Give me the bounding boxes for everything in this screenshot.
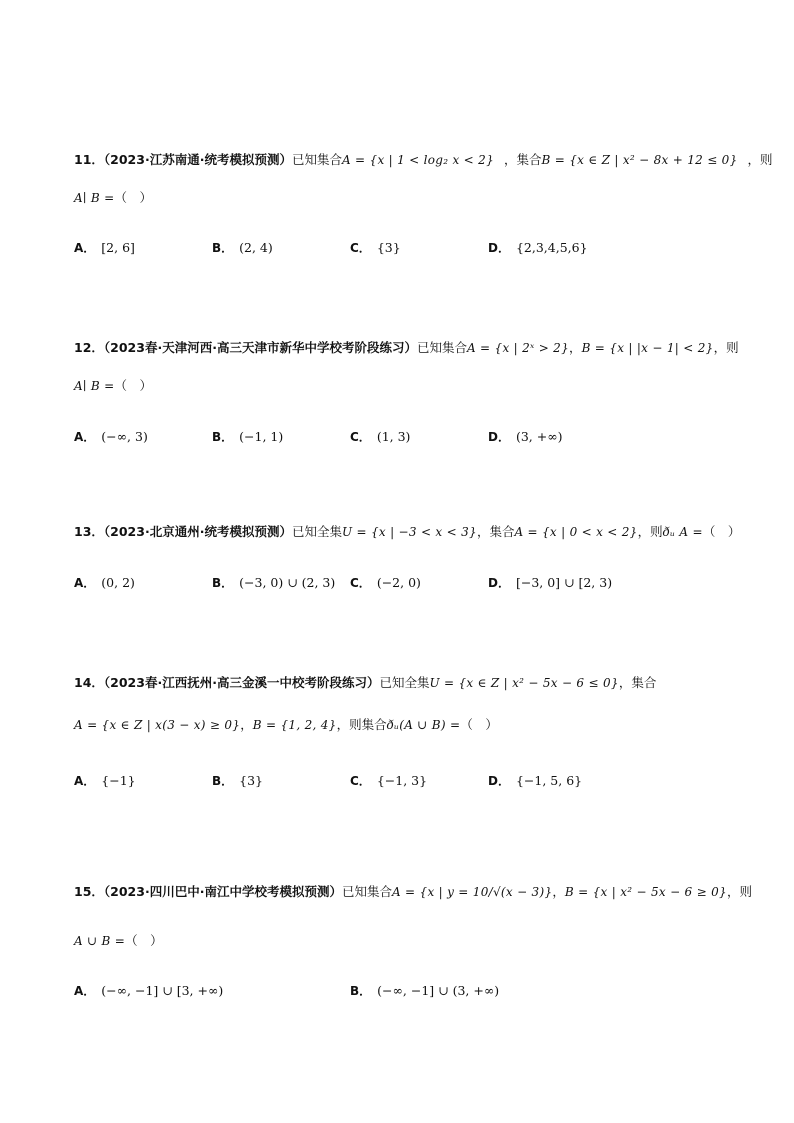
option-value: (3, +∞) bbox=[515, 429, 563, 444]
option-label: C． bbox=[350, 241, 371, 255]
stem-text: ，则 bbox=[713, 340, 739, 355]
option-d[interactable] bbox=[488, 770, 582, 792]
option-row bbox=[74, 980, 724, 1002]
option-label: B． bbox=[212, 241, 234, 255]
option-value: {−1} bbox=[101, 773, 136, 788]
set-b-expression: B = {1, 2, 4} bbox=[252, 718, 337, 732]
option-value: [−3, 0] ∪ [2, 3) bbox=[515, 575, 613, 590]
option-label: A． bbox=[74, 576, 96, 590]
option-value: (−∞, 3) bbox=[101, 429, 148, 444]
question-continuation bbox=[74, 715, 498, 735]
option-value: {−1, 5, 6} bbox=[515, 773, 583, 788]
question-number: 11． bbox=[74, 152, 104, 167]
stem-text: 已知集合 bbox=[341, 884, 392, 899]
set-a-expression: A = {x | y = 10/√(x − 3)} bbox=[391, 885, 553, 899]
option-c[interactable] bbox=[350, 237, 401, 259]
option-label: C． bbox=[350, 576, 371, 590]
answer-blank: （ ） bbox=[125, 933, 163, 948]
option-a[interactable] bbox=[74, 980, 223, 1002]
option-d[interactable] bbox=[488, 426, 563, 448]
set-a-expression: A = {x | 2ˣ > 2} bbox=[466, 341, 570, 355]
option-label: A． bbox=[74, 984, 96, 998]
option-label: B． bbox=[212, 774, 234, 788]
question-number: 12． bbox=[74, 340, 104, 355]
question-number: 15． bbox=[74, 884, 104, 899]
option-label: D． bbox=[488, 241, 510, 255]
stem-text: ， bbox=[552, 884, 565, 899]
stem-text: 已知全集 bbox=[379, 675, 430, 690]
option-c[interactable] bbox=[350, 426, 410, 448]
option-b[interactable] bbox=[212, 572, 335, 594]
question-source: （2023春·江西抚州·高三金溪一中校考阶段练习） bbox=[103, 675, 380, 690]
option-b[interactable] bbox=[212, 237, 273, 259]
option-b[interactable] bbox=[350, 980, 499, 1002]
option-value: {2,3,4,5,6} bbox=[515, 240, 588, 255]
option-label: C． bbox=[350, 774, 371, 788]
question-stem bbox=[74, 150, 773, 170]
option-label: D． bbox=[488, 576, 510, 590]
option-a[interactable] bbox=[74, 770, 136, 792]
stem-text: ，集合 bbox=[476, 524, 515, 539]
set-u-expression: U = {x ∈ Z | x² − 5x − 6 ≤ 0} bbox=[429, 676, 619, 690]
option-row bbox=[74, 237, 724, 259]
option-row bbox=[74, 426, 724, 448]
option-label: C． bbox=[350, 430, 371, 444]
option-value: {−1, 3} bbox=[376, 773, 428, 788]
option-d[interactable] bbox=[488, 572, 612, 594]
option-label: A． bbox=[74, 774, 96, 788]
question-stem bbox=[74, 882, 752, 902]
intersection-expression: A∣ B = bbox=[74, 379, 115, 393]
option-d[interactable] bbox=[488, 237, 588, 259]
set-b-expression: B = {x | x² − 5x − 6 ≥ 0} bbox=[564, 885, 727, 899]
question-number: 13． bbox=[74, 524, 104, 539]
stem-text: ，则 bbox=[637, 524, 663, 539]
option-b[interactable] bbox=[212, 770, 263, 792]
union-expression: A ∪ B = bbox=[74, 934, 126, 948]
question-continuation bbox=[74, 376, 152, 396]
stem-text: ，集合 bbox=[618, 675, 657, 690]
set-a-expression: A = {x ∈ Z | x(3 − x) ≥ 0} bbox=[74, 718, 241, 732]
set-u-expression: U = {x | −3 < x < 3} bbox=[341, 525, 477, 539]
stem-text: 已知集合 bbox=[291, 152, 342, 167]
option-value: (−3, 0) ∪ (2, 3) bbox=[239, 575, 336, 590]
option-a[interactable] bbox=[74, 237, 135, 259]
question-number: 14． bbox=[74, 675, 104, 690]
question-source: （2023·江苏南通·统考模拟预测） bbox=[103, 152, 292, 167]
option-value: (0, 2) bbox=[101, 575, 135, 590]
option-value: (−1, 1) bbox=[239, 429, 284, 444]
option-value: {3} bbox=[376, 240, 401, 255]
option-label: D． bbox=[488, 430, 510, 444]
question-stem bbox=[74, 522, 740, 542]
option-label: B． bbox=[212, 430, 234, 444]
complement-expression: ðᵤ A = bbox=[662, 525, 703, 539]
stem-text: 已知全集 bbox=[291, 524, 342, 539]
stem-text: ， bbox=[240, 717, 253, 732]
option-label: A． bbox=[74, 241, 96, 255]
set-b-expression: B = {x | |x − 1| < 2} bbox=[581, 341, 714, 355]
option-b[interactable] bbox=[212, 426, 283, 448]
question-continuation bbox=[74, 931, 163, 951]
set-b-expression: B = {x ∈ Z | x² − 8x + 12 ≤ 0} bbox=[541, 153, 738, 167]
stem-text: ，则 bbox=[726, 884, 752, 899]
intersection-expression: A∣ B = bbox=[74, 191, 115, 205]
question-stem bbox=[74, 338, 739, 358]
option-row bbox=[74, 572, 724, 594]
question-source: （2023春·天津河西·高三天津市新华中学校考阶段练习） bbox=[103, 340, 417, 355]
option-c[interactable] bbox=[350, 770, 427, 792]
question-stem bbox=[74, 673, 656, 693]
option-value: (−∞, −1] ∪ [3, +∞) bbox=[101, 983, 224, 998]
stem-text: ，则 bbox=[747, 152, 773, 167]
option-label: B． bbox=[350, 984, 372, 998]
option-value: (−2, 0) bbox=[376, 575, 421, 590]
option-value: (−∞, −1] ∪ (3, +∞) bbox=[377, 983, 500, 998]
question-source: （2023·四川巴中·南江中学校考模拟预测） bbox=[103, 884, 342, 899]
option-row bbox=[74, 770, 724, 792]
option-label: D． bbox=[488, 774, 510, 788]
option-a[interactable] bbox=[74, 426, 148, 448]
answer-blank: （ ） bbox=[114, 190, 152, 205]
option-label: A． bbox=[74, 430, 96, 444]
option-label: B． bbox=[212, 576, 234, 590]
question-source: （2023·北京通州·统考模拟预测） bbox=[103, 524, 292, 539]
option-value: (1, 3) bbox=[376, 429, 411, 444]
option-value: (2, 4) bbox=[239, 240, 273, 255]
stem-text: ， bbox=[569, 340, 582, 355]
answer-blank: （ ） bbox=[114, 378, 152, 393]
set-a-expression: A = {x | 0 < x < 2} bbox=[514, 525, 638, 539]
answer-blank: （ ） bbox=[460, 717, 498, 732]
option-value: {3} bbox=[239, 773, 264, 788]
option-c[interactable] bbox=[350, 572, 421, 594]
option-a[interactable] bbox=[74, 572, 135, 594]
set-a-expression: A = {x | 1 < log₂ x < 2} bbox=[341, 153, 495, 167]
stem-text: ，则集合 bbox=[336, 717, 387, 732]
question-continuation bbox=[74, 188, 152, 208]
stem-text: 已知集合 bbox=[416, 340, 467, 355]
complement-expression: ðᵤ(A ∪ B) = bbox=[386, 718, 461, 732]
answer-blank: （ ） bbox=[702, 524, 741, 539]
option-value: [2, 6] bbox=[101, 240, 135, 255]
stem-text: ，集合 bbox=[504, 152, 542, 167]
